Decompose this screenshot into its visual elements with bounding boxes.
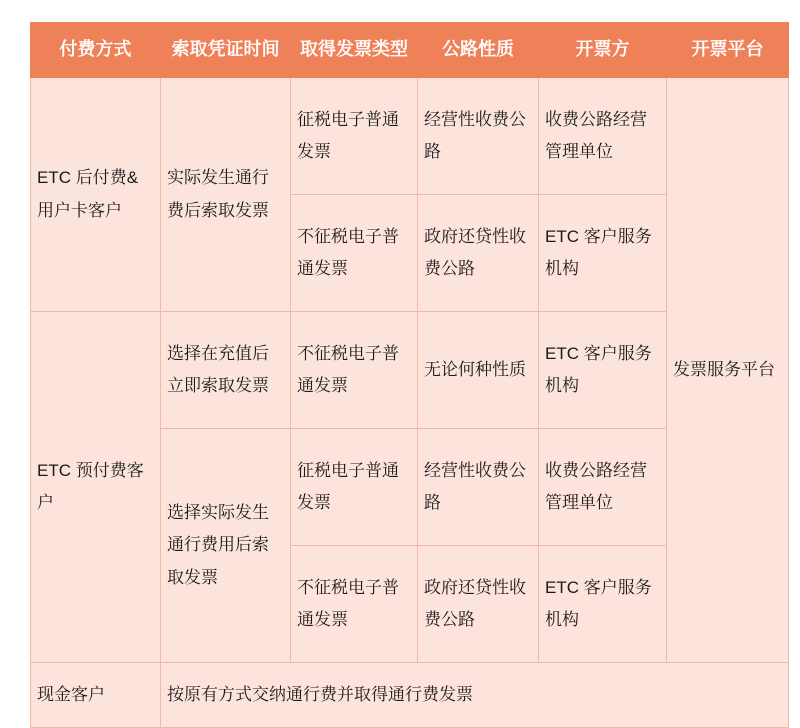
cell-issuer: 收费公路经营管理单位 (539, 429, 667, 546)
cell-road-nature: 政府还贷性收费公路 (418, 546, 539, 663)
cell-invoice-type: 不征税电子普通发票 (291, 195, 418, 312)
column-header-platform: 开票平台 (667, 23, 789, 78)
cell-road-nature: 经营性收费公路 (418, 429, 539, 546)
cell-pay-method-cash: 现金客户 (31, 663, 161, 728)
cell-cash-note: 按原有方式交纳通行费并取得通行费发票 (161, 663, 789, 728)
cell-pay-method: ETC 后付费&用户卡客户 (31, 78, 161, 312)
cell-platform: 发票服务平台 (667, 78, 789, 663)
table-header-row (31, 23, 789, 78)
cell-road-nature: 政府还贷性收费公路 (418, 195, 539, 312)
column-header-issuer: 开票方 (539, 23, 667, 78)
column-header-pay-method: 付费方式 (31, 23, 161, 78)
cell-issuer: 收费公路经营管理单位 (539, 78, 667, 195)
table-row-cash (31, 663, 789, 728)
table-body (31, 78, 789, 728)
invoice-rules-table (30, 22, 789, 728)
cell-issuer: ETC 客户服务机构 (539, 195, 667, 312)
table-row (31, 78, 789, 195)
cell-issuer: ETC 客户服务机构 (539, 312, 667, 429)
cell-invoice-type: 征税电子普通发票 (291, 78, 418, 195)
column-header-voucher-time: 索取凭证时间 (161, 23, 291, 78)
cell-voucher-time: 实际发生通行费后索取发票 (161, 78, 291, 312)
cell-road-nature: 无论何种性质 (418, 312, 539, 429)
column-header-road-nature: 公路性质 (418, 23, 539, 78)
cell-road-nature: 经营性收费公路 (418, 78, 539, 195)
cell-issuer: ETC 客户服务机构 (539, 546, 667, 663)
cell-pay-method: ETC 预付费客户 (31, 312, 161, 663)
cell-invoice-type: 不征税电子普通发票 (291, 546, 418, 663)
table-header (31, 23, 789, 78)
column-header-invoice-type: 取得发票类型 (291, 23, 418, 78)
cell-invoice-type: 征税电子普通发票 (291, 429, 418, 546)
cell-invoice-type: 不征税电子普通发票 (291, 312, 418, 429)
cell-voucher-time: 选择在充值后立即索取发票 (161, 312, 291, 429)
cell-voucher-time: 选择实际发生通行费用后索取发票 (161, 429, 291, 663)
